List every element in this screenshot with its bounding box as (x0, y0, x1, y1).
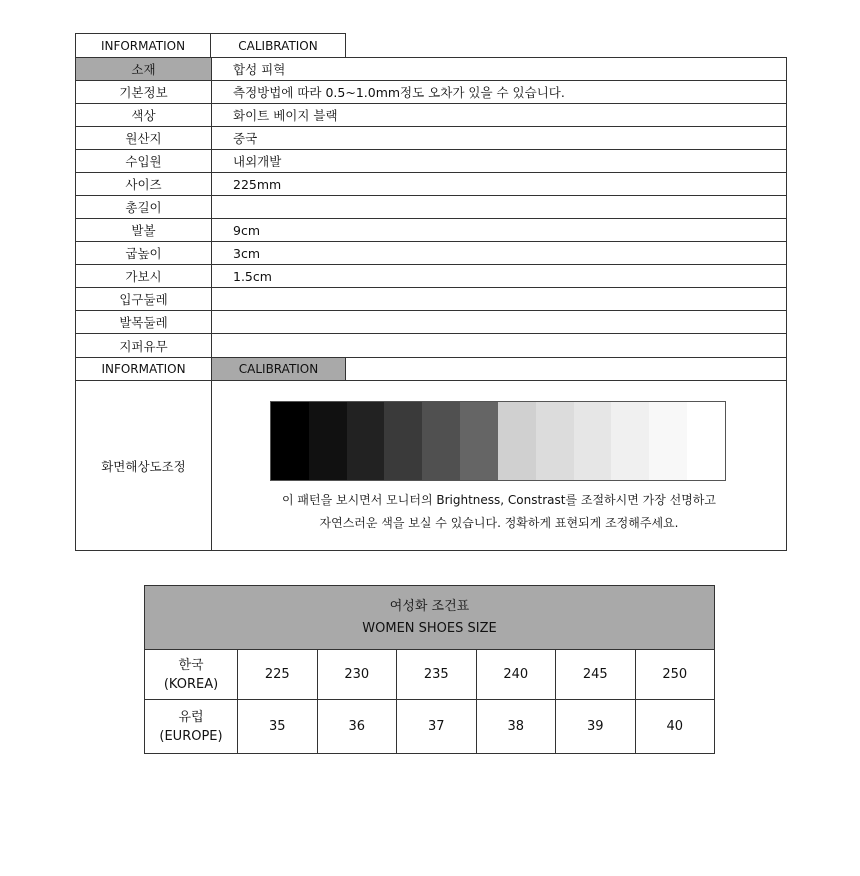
calibration-tab-bar (75, 358, 787, 381)
calibration-body (212, 381, 786, 550)
size-cell: 37 (397, 700, 477, 753)
spec-value (212, 196, 786, 218)
spec-row (76, 196, 786, 219)
spec-row (76, 219, 786, 242)
size-row-label-ko: 한국 (178, 657, 204, 673)
size-cell: 230 (318, 650, 398, 699)
spec-value (212, 334, 786, 357)
spec-row (76, 288, 786, 311)
spec-label: 발볼 (76, 219, 212, 241)
size-row-label-en: (KOREA) (163, 676, 219, 692)
spec-label: 사이즈 (76, 173, 212, 195)
size-cell: 245 (556, 650, 636, 699)
spec-label: 기본정보 (76, 81, 212, 103)
size-row-korea (145, 650, 714, 700)
spec-list (75, 57, 787, 358)
spec-label: 굽높이 (76, 242, 212, 264)
size-row-label (145, 650, 238, 699)
spec-value: 225mm (233, 176, 282, 192)
calibration-panel (75, 381, 787, 551)
grayscale-pattern (270, 401, 726, 481)
spec-label: 가보시 (76, 265, 212, 287)
size-row-label (145, 700, 238, 753)
grayscale-swatch (271, 402, 309, 480)
spec-label: 소재 (76, 58, 212, 80)
spec-label: 발목둘레 (76, 311, 212, 333)
spec-label: 원산지 (76, 127, 212, 149)
grayscale-swatch (649, 402, 687, 480)
spec-row (76, 311, 786, 334)
tab-calibration[interactable]: CALIBRATION (212, 358, 346, 380)
size-chart-subtitle: WOMEN SHOES SIZE (362, 620, 497, 636)
tab-calibration[interactable]: CALIBRATION (211, 33, 346, 57)
calibration-instructions (212, 489, 786, 535)
spec-label: 입구둘레 (76, 288, 212, 310)
size-cell: 40 (666, 719, 684, 734)
spec-value: 1.5cm (233, 268, 272, 284)
spec-value: 3cm (233, 245, 261, 261)
spec-label: 색상 (76, 104, 212, 126)
spec-label: 총길이 (76, 196, 212, 218)
size-row-europe (145, 700, 714, 753)
size-cell: 225 (238, 650, 318, 699)
spec-row (76, 334, 786, 357)
grayscale-swatch (422, 402, 460, 480)
spec-value (212, 311, 786, 333)
size-chart (144, 585, 715, 754)
size-cell: 36 (318, 700, 398, 753)
size-cell: 250 (662, 667, 688, 682)
spec-value: 중국 (233, 131, 258, 146)
size-cell: 235 (397, 650, 477, 699)
spec-row (76, 173, 786, 196)
spec-row (76, 242, 786, 265)
calibration-text-line: 이 패턴을 보시면서 모니터의 Brightness, Constrast를 조절하시면 가장 선명하고 (282, 493, 716, 507)
grayscale-swatch (347, 402, 385, 480)
size-cell: 35 (238, 700, 318, 753)
size-cell: 38 (477, 700, 557, 753)
calibration-text-line: 자연스러운 색을 보실 수 있습니다. 정확하게 표현되게 조정해주세요. (319, 516, 679, 530)
grayscale-swatch (611, 402, 649, 480)
info-tab-bar (75, 33, 787, 57)
grayscale-swatch (536, 402, 574, 480)
spec-value (212, 288, 786, 310)
spec-row (76, 81, 786, 104)
spec-label: 수입원 (76, 150, 212, 172)
spec-row (76, 104, 786, 127)
spec-value: 내외개발 (233, 154, 282, 169)
calibration-label: 화면해상도조정 (76, 381, 212, 550)
grayscale-swatch (687, 402, 725, 480)
spec-row (76, 127, 786, 150)
spec-row (76, 58, 786, 81)
size-cell: 240 (477, 650, 557, 699)
size-chart-header (145, 586, 714, 650)
tab-information[interactable]: INFORMATION (75, 33, 211, 57)
spec-value: 측정방법에 따라 0.5~1.0mm정도 오차가 있을 수 있습니다. (233, 85, 565, 100)
size-cell: 39 (556, 700, 636, 753)
grayscale-swatch (460, 402, 498, 480)
grayscale-swatch (498, 402, 536, 480)
spec-label: 지퍼유무 (76, 334, 212, 357)
spec-value: 합성 피혁 (233, 62, 286, 77)
size-chart-title: 여성화 조건표 (389, 598, 470, 614)
grayscale-swatch (309, 402, 347, 480)
grayscale-swatch (384, 402, 422, 480)
spec-row (76, 150, 786, 173)
spec-value: 화이트 베이지 블랙 (233, 108, 338, 123)
size-row-label-en: (EUROPE) (159, 728, 223, 744)
grayscale-swatch (574, 402, 612, 480)
product-info-table (75, 33, 787, 551)
tab-information[interactable]: INFORMATION (76, 358, 212, 380)
spec-value: 9cm (233, 222, 261, 238)
spec-row (76, 265, 786, 288)
size-row-label-ko: 유럽 (178, 709, 204, 725)
